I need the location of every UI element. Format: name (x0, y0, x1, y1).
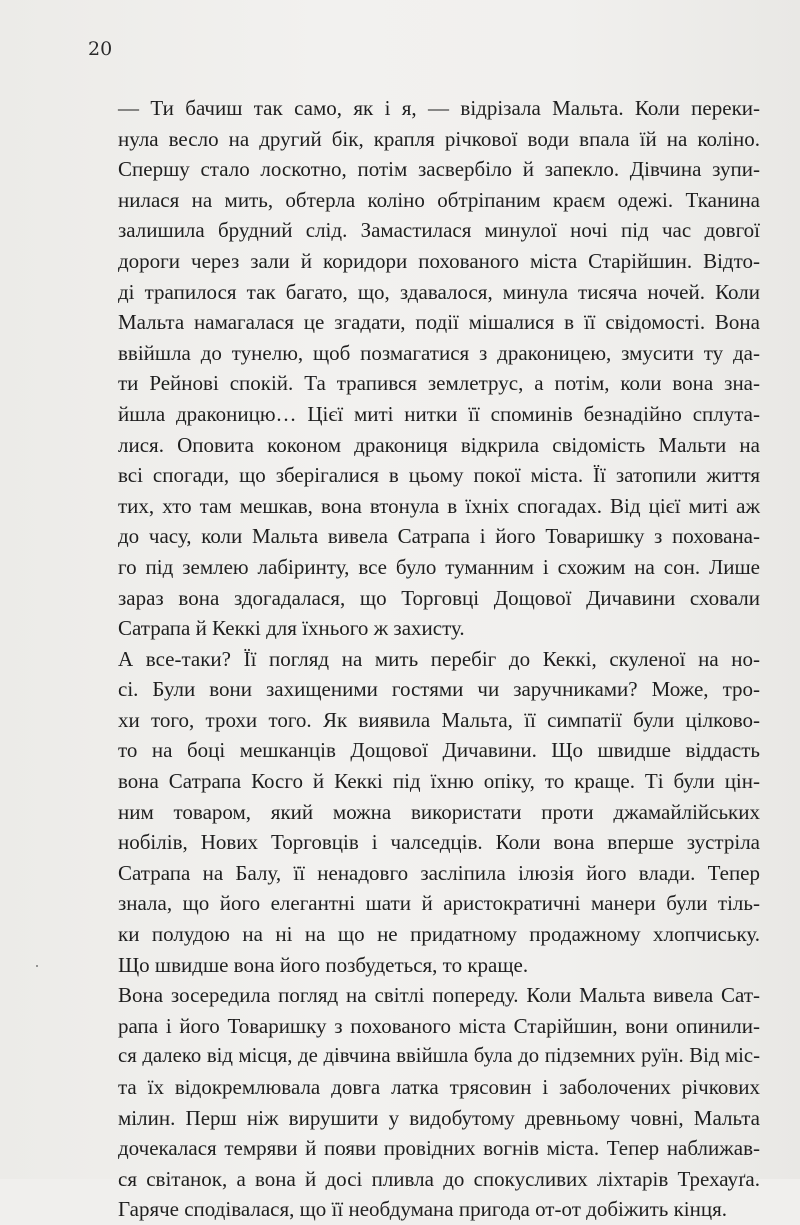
text-line: та їх відокремлювала довга латка трясовин і заболочених річкових (118, 1075, 760, 1099)
body-text (118, 93, 760, 1225)
text-line: дороги через зали й коридори похованого міста Старійшин. Відто- (118, 248, 760, 273)
text-line: го під землею лабіринту, все було туманним і схожим на сон. Лише (118, 554, 760, 579)
text-line: зараз вона здогадалася, що Торговці Дощової Дичавини сховали (118, 585, 760, 610)
paragraph-3 (118, 980, 760, 1225)
page-speck (36, 965, 38, 967)
text-line: нула весло на другий бік, крапля річкової води впала їй на коліно. (118, 126, 760, 151)
paragraph-2 (118, 644, 760, 981)
text-line: нилася на мить, обтерла коліно обтріпаним краєм одежі. Тканина (118, 187, 760, 212)
text-line: ввійшла до тунелю, щоб позмагатися з драконицею, змусити ту да- (118, 340, 760, 365)
text-line: Спершу стало лоскотно, потім засвербіло й запекло. Дівчина зупи- (118, 157, 760, 182)
text-line: мілин. Перш ніж вирушити у видобутому древньому човні, Мальта (118, 1105, 760, 1130)
text-line: ки полудою на ні на що не придатному продажному хлопчиську. (118, 922, 760, 947)
text-line: сі. Були вони захищеними гостями чи заручниками? Може, тро- (118, 677, 760, 702)
text-line: нобілів, Нових Торговців і чалседців. Коли вона вперше зустріла (118, 830, 760, 855)
text-line: то на боці мешканців Дощової Дичавини. Що швидше віддасть (118, 738, 760, 763)
text-line: Сатрапа на Балу, її ненадовго засліпила ілюзія його влади. Тепер (118, 860, 760, 885)
text-line: йшла драконицю… Цієї миті нитки її споминів безнадійно сплута- (118, 401, 760, 426)
text-line: лися. Оповита коконом дракониця відкрила свідомість Мальти на (118, 432, 760, 457)
text-line: до часу, коли Мальта вивела Сатрапа і його Товаришку з похована- (118, 524, 760, 549)
text-line: — Ти бачиш так само, як і я, — відрізала Мальта. Коли переки- (118, 96, 760, 120)
text-line: залишила брудний слід. Замастилася минулої ночі під час довгої (118, 218, 760, 243)
text-line: вона Сатрапа Косго й Кеккі під їхню опіку, то краще. Ті були цін- (118, 769, 760, 794)
text-line: ти Рейнові спокій. Та трапився землетрус, а потім, коли вона зна- (118, 371, 760, 396)
text-line: рапа і його Товаришку з похованого міста Старійшин, вони опинили- (118, 1013, 760, 1038)
text-line: ним товаром, який можна використати проти джамайлійських (118, 799, 760, 824)
text-line: Сатрапа й Кеккі для їхнього ж захисту. (118, 616, 465, 641)
text-line: ді трапилося так багато, що, здавалося, минула тисяча ночей. Коли (118, 279, 760, 304)
text-line: тих, хто там мешкав, вона втонула в їхніх спогадах. Від цієї миті аж (118, 493, 760, 518)
text-line: Вона зосередила погляд на світлі попереду. Коли Мальта вивела Сат- (118, 983, 760, 1008)
text-line: знала, що його елегантні шати й аристократичні манери були тіль- (118, 891, 760, 916)
text-line: хи того, трохи того. Як виявила Мальта, її симпатії були цілково- (118, 707, 760, 732)
text-line: Що швидше вона його позбудеться, то краще. (118, 952, 529, 977)
text-line: Гаряче сподівалася, що її необдумана пригода от-от добіжить кінця. (118, 1197, 728, 1222)
text-line: ся світанок, а вона й досі пливла до спокусливих ліхтарів Трехауґа. (118, 1166, 760, 1191)
text-line: ся далеко від місця, де дівчина ввійшла була до підземних руїн. Від міс- (118, 1045, 760, 1068)
text-line: дочекалася темряви й появи провідних вогнів міста. Тепер наближав- (118, 1136, 760, 1161)
page-number: 20 (88, 38, 113, 60)
text-line: А все-таки? Її погляд на мить перебіг до Кеккі, скуленої на но- (118, 646, 760, 671)
text-line: Мальта намагалася це згадати, події мішалися в її свідомості. Вона (118, 310, 760, 335)
paragraph-1 (118, 93, 760, 644)
text-line: всі спогади, що зберігалися в цьому покої міста. Її затопили життя (118, 463, 760, 488)
